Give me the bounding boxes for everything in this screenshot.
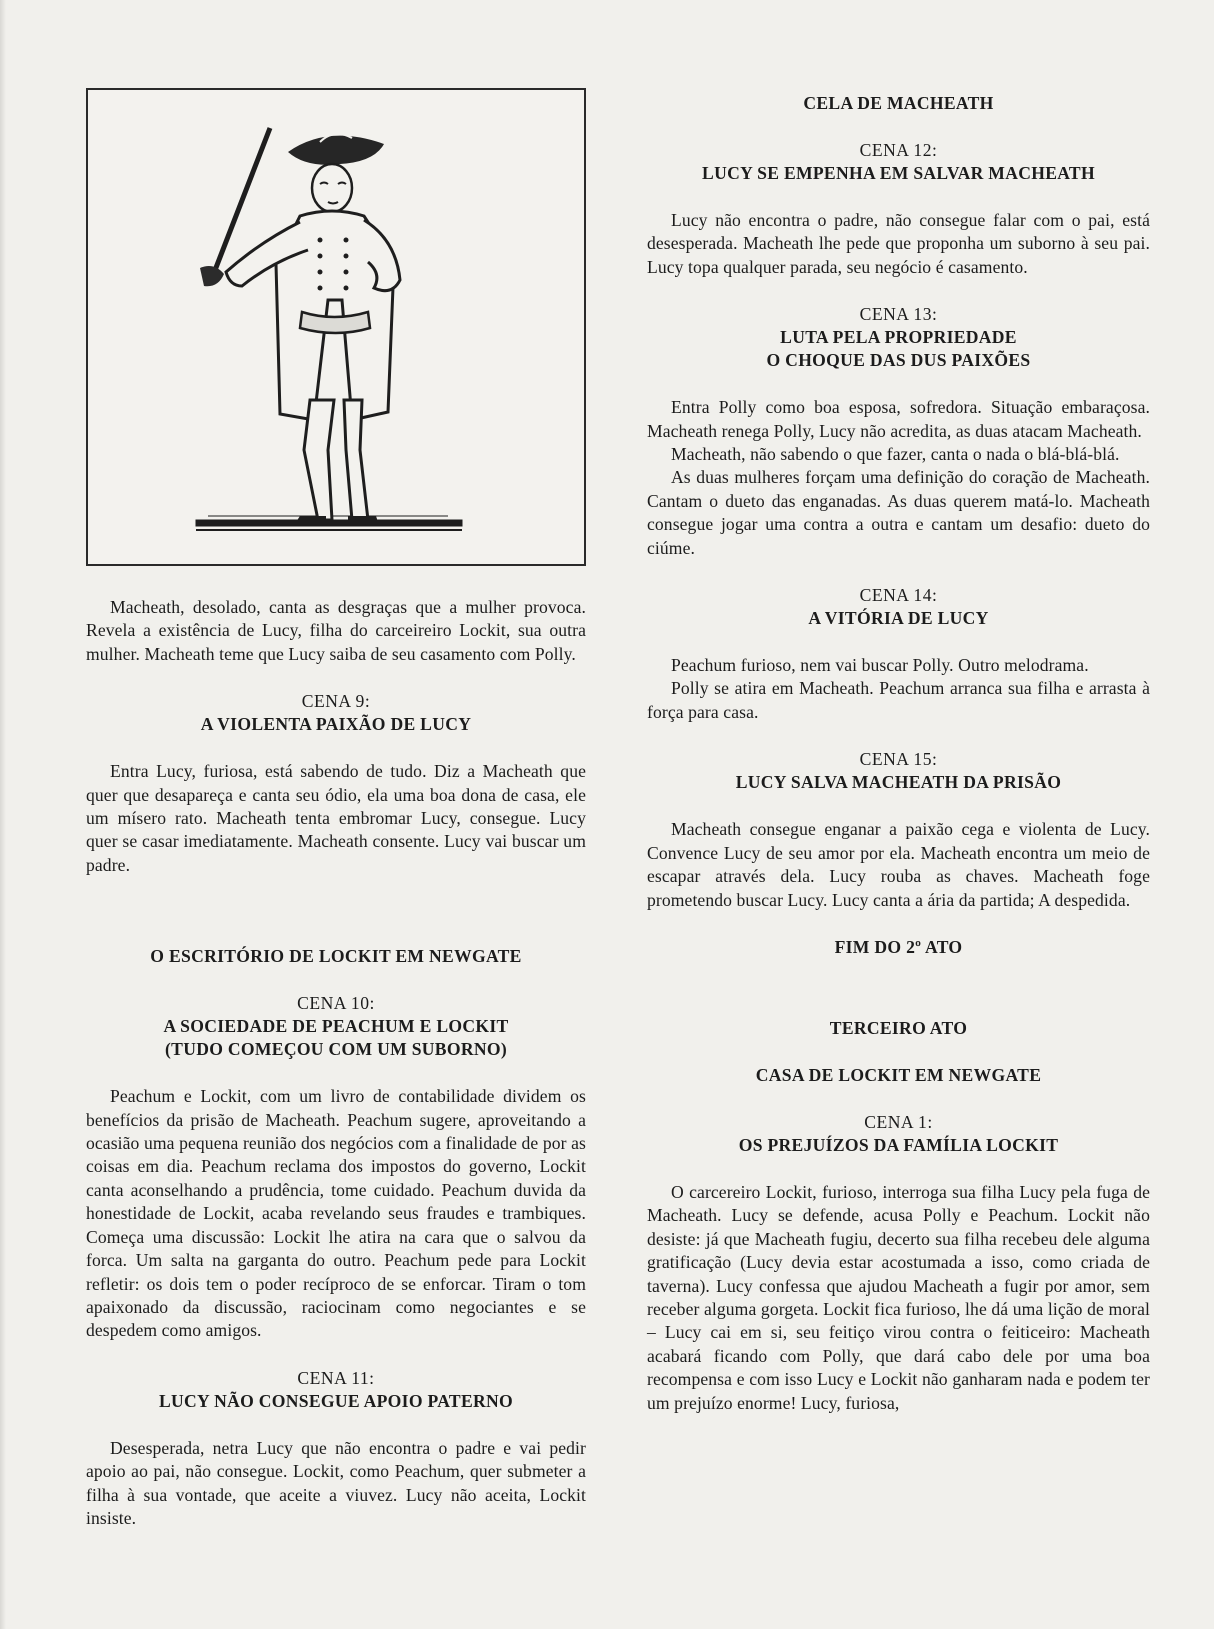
location-heading: CASA DE LOCKIT EM NEWGATE bbox=[755, 1064, 1042, 1085]
scene-1-heading bbox=[647, 1111, 1150, 1157]
scene-14-text-2: Polly se atira em Macheath. Peachum arranca sua filha e arrasta à força para casa. bbox=[647, 678, 1150, 722]
scene-15-text: Macheath consegue enganar a paixão cega e violenta de Lucy. Convence Lucy de seu amor por ela. Macheath encontra um meio de escapar através dela. Lucy rouba as chaves. Macheath foge prometendo buscar Lucy. Lucy canta a ária da partida; A despedida. bbox=[647, 819, 1150, 910]
scene-number: CENA 12: bbox=[859, 140, 938, 160]
end-of-act-heading: FIM DO 2º ATO bbox=[834, 936, 963, 957]
scene-title: LUCY SE EMPENHA EM SALVAR MACHEATH bbox=[702, 163, 1095, 183]
scene-title: OS PREJUÍZOS DA FAMÍLIA LOCKIT bbox=[738, 1134, 1059, 1155]
act-three-heading: TERCEIRO ATO bbox=[829, 1017, 968, 1038]
scene-9-text: Entra Lucy, furiosa, está sabendo de tudo. Diz a Macheath que quer que desapareça e canta seu ódio, ela uma boa dona de casa, ele um mísero rato. Macheath tenta embromar Lucy, consegue. Lucy quer se casar imediatamente. Macheath consente. Lucy vai buscar um padre. bbox=[86, 761, 586, 875]
scene-13-text-1: Entra Polly como boa esposa, sofredora. Situação embaraçosa. Macheath renega Polly, Lucy não acredita, as duas atacam Macheath. bbox=[647, 397, 1150, 441]
scene-number: CENA 15: bbox=[859, 749, 938, 770]
scene-12-heading bbox=[647, 139, 1150, 185]
scene-number: CENA 13: bbox=[859, 304, 938, 325]
scene-11-text: Desesperada, netra Lucy que não encontra o padre e vai pedir apoio ao pai, não consegue. Lockit, como Peachum, quer submeter a filha à sua vontade, que aceite a viuvez. Lucy não aceita, Lockit insiste. bbox=[86, 1437, 586, 1528]
scene-title: A VIOLENTA PAIXÃO DE LUCY bbox=[200, 714, 472, 735]
scene-number: CENA 10: bbox=[297, 993, 375, 1014]
scene-9-heading bbox=[86, 690, 586, 736]
scene-10-text: Peachum e Lockit, com um livro de contabilidade dividem os benefícios da prisão de Macheath. Peachum sugere, aproveitando a ocasião uma pequena reunião dos negócios com a finalidade de por as coisas em dia. Peachum reclama dos impostos do governo, Lockit canta aconselhando a prudência, tome cuidado. Peachum duvida da honestidade de Lockit, acaba revelando seus fraudes e trambiques. Começa uma discussão: Lockit lhe atira na cara que o salvou da forca. Um salta na garganta do outro. Peachum pede para Lockit refletir: os dois tem o poder recíproco de se enforcar. Tiram o tom apaixonado da discussão, raciocinam como negociantes e se despedem como amigos. bbox=[86, 1086, 586, 1341]
scene-number: CENA 9: bbox=[301, 691, 371, 712]
macheath-engraving-illustration bbox=[88, 90, 584, 564]
scene-13-text-2: Macheath, não sabendo o que fazer, canta o nada o blá-blá-blá. bbox=[671, 444, 1120, 465]
caption-paragraph: Macheath, desolado, canta as desgraças que a mulher provoca. Revela a existência de Lucy, filha do carceireiro Lockit, sua outra mulher. Macheath teme que Lucy saiba de seu casamento com Polly. bbox=[86, 597, 586, 664]
scene-12-text: Lucy não encontra o padre, não consegue falar com o pai, está desesperada. Macheath lhe pede que proponha um suborno à seu pai. Lucy topa qualquer parada, seu negócio é casamento. bbox=[647, 210, 1150, 277]
scene-title: A VITÓRIA DE LUCY bbox=[808, 608, 989, 629]
scene-number: CENA 14: bbox=[859, 585, 938, 606]
page-edge bbox=[0, 0, 6, 1629]
scene-14-heading bbox=[647, 584, 1150, 630]
scene-title: LUCY SALVA MACHEATH DA PRISÃO bbox=[735, 772, 1062, 793]
scene-title-line2: O CHOQUE DAS DUS PAIXÕES bbox=[766, 350, 1031, 371]
scene-11-heading bbox=[86, 1367, 586, 1413]
scene-13-heading bbox=[647, 303, 1150, 372]
right-column bbox=[647, 92, 1150, 1415]
scene-14-text-1: Peachum furioso, nem vai buscar Polly. Outro melodrama. bbox=[671, 655, 1089, 676]
scene-title: LUCY NÃO CONSEGUE APOIO PATERNO bbox=[158, 1390, 514, 1411]
scene-title-line1: LUTA PELA PROPRIEDADE bbox=[780, 327, 1017, 348]
scene-1-text: O carcereiro Lockit, furioso, interroga sua filha Lucy pela fuga de Macheath. Lucy se defende, acusa Polly e Peachum. Lockit não desiste: já que Macheath fugiu, decerto sua filha recebeu dele alguma gratificação (Lucy devia estar acostumada a isso, como criada de taverna). Lucy confessa que ajudou Macheath a fugir por amor, sem receber alguma gorgeta. Lockit fica furioso, lhe dá uma lição de moral – Lucy cai em si, seu feitiço virou contra o feiticeiro: Macheath acabará ficando com Polly, que dará cabo dele por uma boa recompensa e com isso Lucy e Lockit não ganharam nada e podem ter um prejuízo enorme! Lucy, furiosa, bbox=[647, 1181, 1150, 1413]
scene-number: CENA 11: bbox=[297, 1367, 375, 1388]
scene-15-heading bbox=[647, 748, 1150, 794]
scene-title-line2: (TUDO COMEÇOU COM UM SUBORNO) bbox=[165, 1039, 507, 1060]
scene-title-line1: A SOCIEDADE DE PEACHUM E LOCKIT bbox=[163, 1016, 509, 1037]
illustration-frame bbox=[86, 88, 586, 566]
scene-10-heading bbox=[86, 992, 586, 1061]
scene-13-text-3: As duas mulheres forçam uma definição do coração de Macheath. Cantam o dueto das enganadas. As duas querem matá-lo. Macheath consegue jogar uma contra a outra e cantam um desafio: dueto do ciúme. bbox=[647, 467, 1150, 558]
scene-number: CENA 1: bbox=[864, 1111, 933, 1132]
left-column bbox=[86, 88, 586, 1530]
location-heading: O ESCRITÓRIO DE LOCKIT EM NEWGATE bbox=[150, 946, 522, 967]
location-heading: CELA DE MACHEATH bbox=[803, 93, 994, 113]
